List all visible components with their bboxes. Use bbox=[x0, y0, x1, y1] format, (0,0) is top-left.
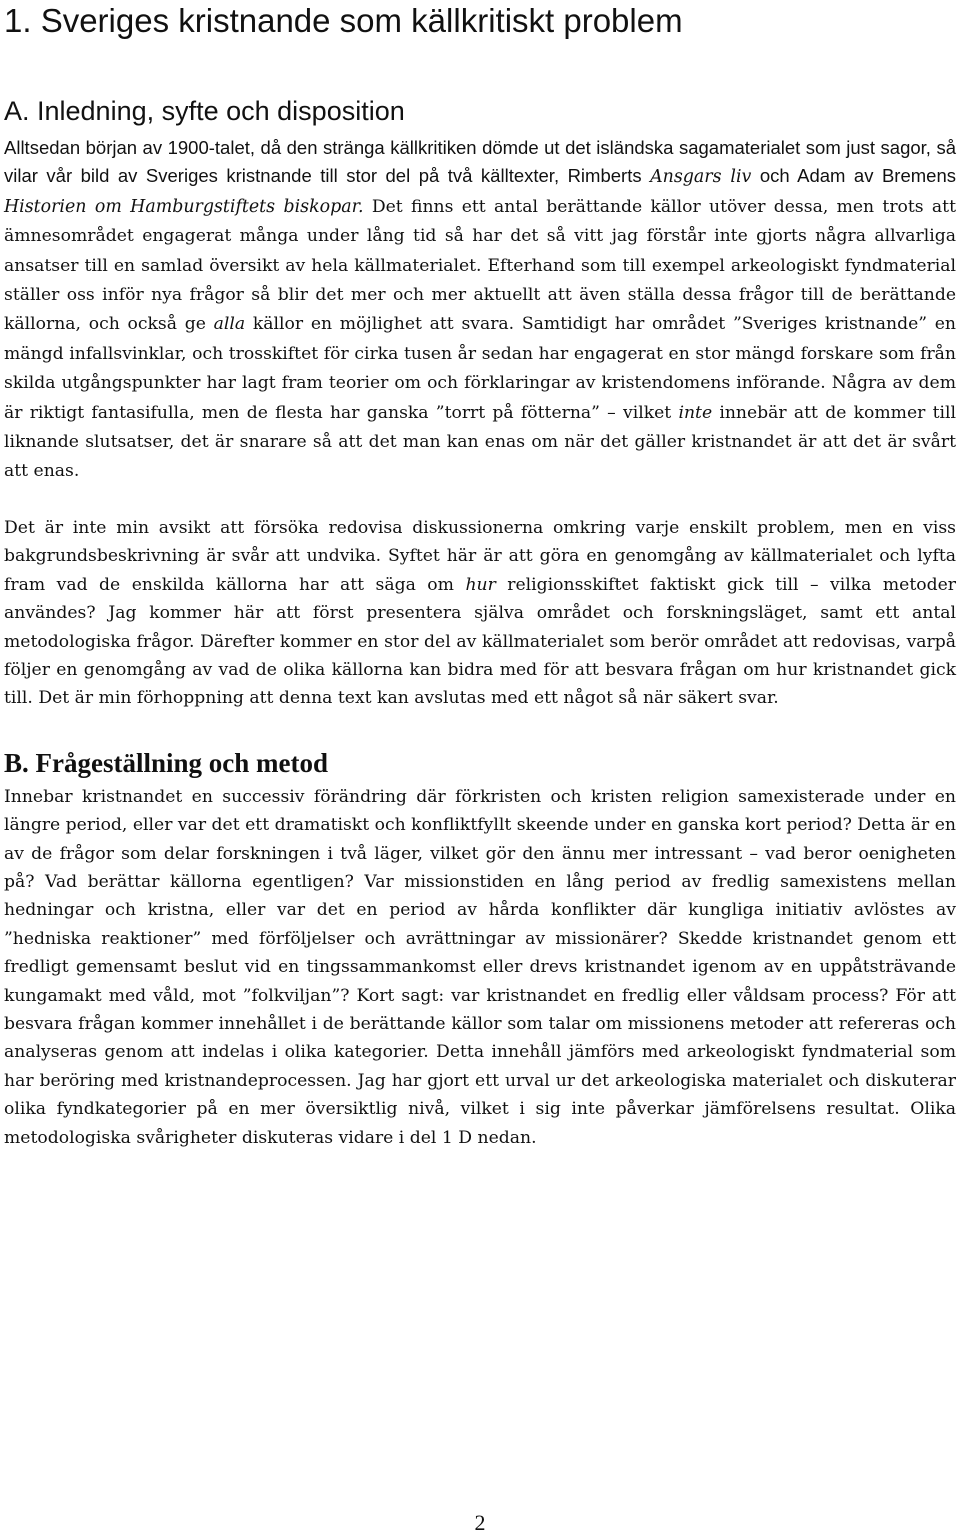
section-a-paragraph-1: Alltsedan början av 1900-talet, då den stränga källkritiken dömde ut det isländska sagamaterialet som just sagor, så vilar vår bild av Sveriges kristnande till stor del på två källtexter, Rimberts Ansgars liv och Adam av Bremens Historien om Hamburgstiftets biskopar. Det finns ett antal berättande källor utöver dessa, men trots att ämnesområdet engagerat många under lång tid så har det så vitt jag förstår inte gjorts några allvarliga ansatser till en samlad översikt av hela källmaterialet. Efterhand som till exempel arkeologiskt fyndmaterial ställer oss inför nya frågor så blir det mer och mer aktuellt att även ställa dessa frågor till de berättande källorna, och också ge alla källor en möjlighet att svara. Samtidigt har området ”Sveriges kristnande” en mängd infallsvinklar, och trosskiftet för cirka tusen år sedan har engagerat en stor mängd forskare som från skilda utgångspunkter har lagt fram teorier om och förklaringar av kristendomens införande. Några av dem är riktigt fantasifulla, men de flesta har ganska ”torrt på fötterna” – vilket inte innebär att de kommer till liknande slutsatser, det är snarare så att det man kan enas om när det gäller kristnandet är att det är svårt att enas. bbox=[4, 137, 957, 482]
document-page bbox=[4, 0, 956, 1152]
section-b-heading: B. Frågeställning och metod bbox=[4, 747, 328, 778]
section-a-paragraph-2: Det är inte min avsikt att försöka redovisa diskussionerna omkring varje enskilt problem, men en viss bakgrundsbeskrivning är svår att undvika. Syftet här är att göra en genomgång av källmaterialet och lyfta fram vad de enskilda källorna har att säga om hur religionsskiftet faktiskt gick till – vilka metoder användes? Jag kommer här att först presentera själva området och forskningsläget, samt ett antal metodologiska frågor. Därefter kommer en stor del av källmaterialet som berör området att redovisas, varpå följer en genomgång av vad de olika källorna kan bidra med för att besvara frågan om hur kristnandet gick till. Det är min förhoppning att denna text kan avslutas med ett något så när säkert svar. bbox=[4, 517, 956, 709]
section-b-paragraph-1: Innebar kristnandet en successiv förändring där förkristen och kristen religion samexisterade under en längre period, eller var det ett dramatiskt och konfliktfyllt skeende under en ganska kort period? Detta är en av de frågor som delar forskningen i två läger, vilket gör den ännu mer intressant – vad beror oenigheten på? Vad berättar källorna egentligen? Var missionstiden en lång period av fredlig samexistens mellan hedningar och kristna, eller var det en period av hårda konflikter där kungliga initiativ avlöstes av ”hedniska reaktioner” med förföljelser och avrättningar av missionärer? Skedde kristnandet genom ett fredligt gemensamt beslut vid en tingssammankomst eller drevs kristnandet igenom av en uppåtsträvande kungamakt med våld, mot ”folkviljan”? Kort sagt: var kristnandet en fredlig eller våldsam process? För att besvara frågan kommer innehållet i de berättande källor som talar om missionens metoder att refereras och analyseras genom att indelas i olika kategorier. Detta innehåll jämförs med arkeologiskt fyndmaterial som har beröring med kristnandeprocessen. Jag har gjort ett urval ur det arkeologiska materialet och diskuterar olika fyndkategorier på en mer översiktlig nivå, vilket i sig inte påverkar jämförelsens resultat. Olika metodologiska svårigheter diskuteras vidare i del 1 D nedan. bbox=[4, 786, 956, 1148]
page-number: 2 bbox=[474, 1510, 486, 1535]
chapter-title: 1. Sveriges kristnande som källkritiskt problem bbox=[4, 2, 683, 39]
section-a-heading: A. Inledning, syfte och disposition bbox=[4, 96, 405, 126]
